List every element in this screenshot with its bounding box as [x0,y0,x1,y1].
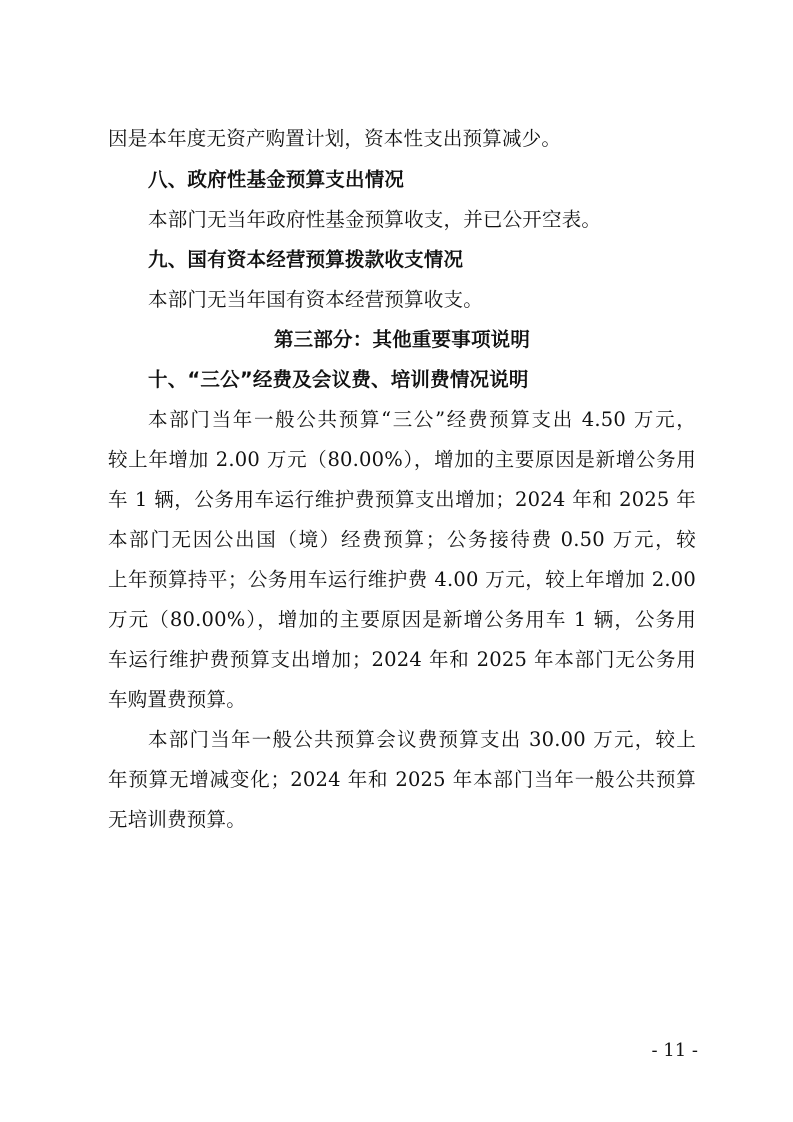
body-text-line: 车购置费预算。 [108,688,246,711]
body-text-line: 本部门当年一般公共预算会议费预算支出 30.00 万元，较上 [148,728,696,751]
section-heading-10: 十、“三公”经费及会议费、培训费情况说明 [148,368,529,391]
body-text-line: 车运行维护费预算支出增加；2024 年和 2025 年本部门无公务用 [108,648,696,671]
section-heading-8: 八、政府性基金预算支出情况 [148,168,405,191]
part-title: 第三部分：其他重要事项说明 [273,328,531,351]
page-number: - 11 - [651,1040,698,1061]
body-text-line: 万元（80.00%），增加的主要原因是新增公务用车 1 辆，公务用 [108,608,696,631]
body-text-line: 因是本年度无资产购置计划，资本性支出预算减少。 [108,127,562,150]
section-heading-9: 九、国有资本经营预算拨款收支情况 [148,248,464,271]
body-text-line: 车 1 辆，公务用车运行维护费预算支出增加；2024 年和 2025 年 [108,488,696,511]
body-text-line: 本部门当年一般公共预算“三公”经费预算支出 4.50 万元， [148,408,696,431]
body-text-line: 本部门无当年国有资本经营预算收支。 [148,288,483,311]
body-text-line: 无培训费预算。 [108,808,246,831]
body-text-line: 本部门无因公出国（境）经费预算；公务接待费 0.50 万元，较 [108,528,696,551]
body-text-line: 年预算无增减变化；2024 年和 2025 年本部门当年一般公共预算 [108,768,696,791]
body-text-line: 本部门无当年政府性基金预算收支，并已公开空表。 [148,208,602,231]
body-text-line: 上年预算持平；公务用车运行维护费 4.00 万元，较上年增加 2.00 [108,568,696,591]
body-text-line: 较上年增加 2.00 万元（80.00%），增加的主要原因是新增公务用 [108,448,696,471]
